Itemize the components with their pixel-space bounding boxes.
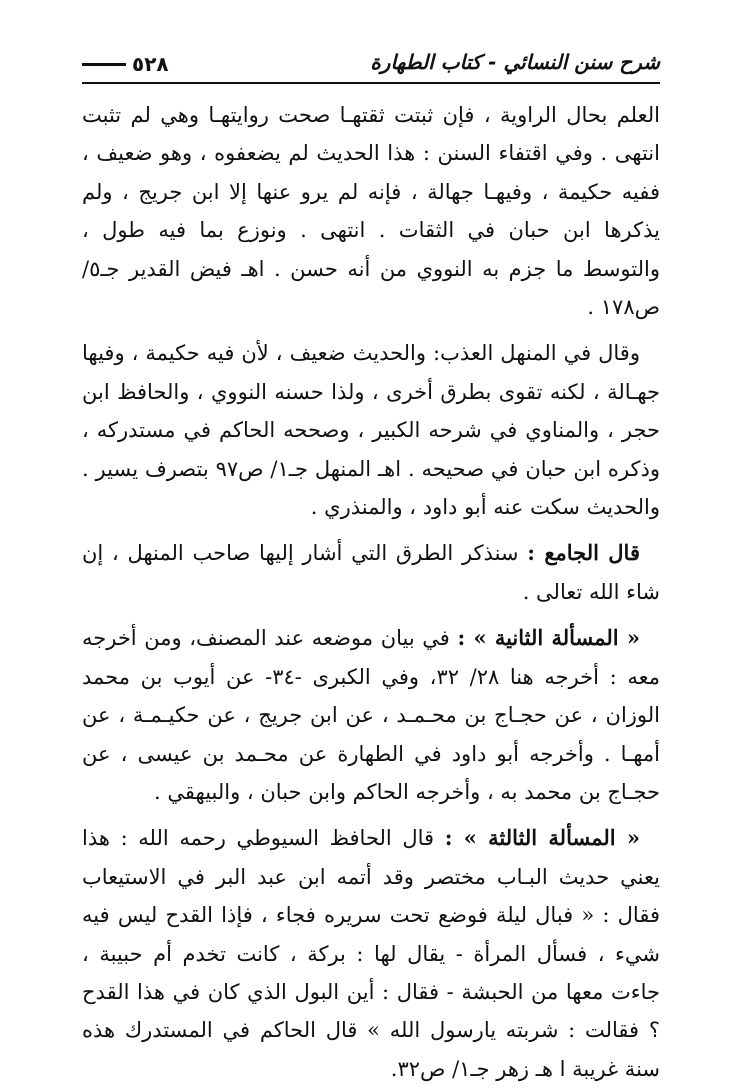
body-text: [82, 96, 660, 1088]
paragraph-lead: « المسألة الثانية » :: [457, 625, 640, 651]
page-number-value: ٥٢٨: [132, 52, 169, 76]
header-rule: [82, 82, 660, 84]
paragraph-text: وقال في المنهل العذب: والحديث ضعيف ، لأن فيه حكيمة ، وفيها جهـالة ، لكنه تقوى بطرق أخرى ، ولذا حسنه النووي ، والحافظ ابن حجر ، والمناوي في شرحه الكبير ، وصححه الحاكم في مستدركه ، وذكره ابن حبان في صحيحه . اهـ المنهل جـ١/ ص٩٧ بتصرف يسير . والحديث سكت عنه أبو داود ، والمنذري .: [82, 341, 661, 520]
paragraph-text: سنذكر الطرق التي أشار إليها صاحب المنهل ، إن شاء الله تعالى .: [82, 541, 660, 604]
page-number-dash: [82, 63, 126, 66]
paragraph: [82, 819, 660, 1088]
paragraph: [82, 619, 660, 811]
paragraph: [82, 96, 660, 326]
paragraph-lead: « المسألة الثالثة » :: [444, 825, 640, 851]
page-number: [82, 52, 169, 76]
paragraph-text: في بيان موضعه عند المصنف، ومن أخرجه معه : أخرجه هنا ٢٨/ ٣٢، وفي الكبرى -٣٤- عن أيوب بن محمد الوزان ، عن حجـاج بن محـمـد ، عن ابن جريج ، عن حكيـمـة ، عن أمهـا . وأخرجه أبو داود في الطهارة عن محـمد بن عيسى ، عن حجـاج بن محمد به ، وأخرجه الحاكم وابن حبان ، والبيهقي .: [82, 626, 660, 804]
running-title: شرح سنن النسائي - كتاب الطهارة: [370, 50, 660, 74]
paragraph-text: العلم بحال الراوية ، فإن ثبتت ثقتهـا صحت روايتهـا وهي لم تثبت انتهى . وفي اقتفاء السنن : هذا الحديث لم يضعفوه ، وهو ضعيف ، ففيه حكيمة ، وفيهـا جهالة ، فإنه لم يرو عنها إلا ابن جريج ، ولم يذكرها ابن حبان في الثقات . انتهى . ونوزع بما فيه طول ، والتوسط ما جزم به النووي من أنه حسن . اهـ فيض القدير جـ٥/ ص١٧٨ .: [82, 103, 660, 320]
paragraph: [82, 334, 660, 526]
paragraph: [82, 534, 660, 611]
paragraph-text: قال الحافظ السيوطي رحمه الله : هذا يعني حديث البـاب مختصر وقد أتمه ابن عبد البر في الاستيعاب فقال : « فبال ليلة فوضع تحت سريره فجاء ، فإذا القدح ليس فيه شيء ، فسأل المرأة - يقال لها : بركة ، كانت تخدم أم حبيبة ، جاءت معها من الحبشة - فقال : أين البول الذي كان في هذا القدح ؟ فقالت : شربته يارسول الله » قال الحاكم في المستدرك هذه سنة غريبة ا هـ زهر جـ١/ ص٣٢.: [82, 826, 660, 1081]
page-header: [82, 50, 660, 84]
paragraph-lead: قال الجامع :: [527, 540, 640, 566]
